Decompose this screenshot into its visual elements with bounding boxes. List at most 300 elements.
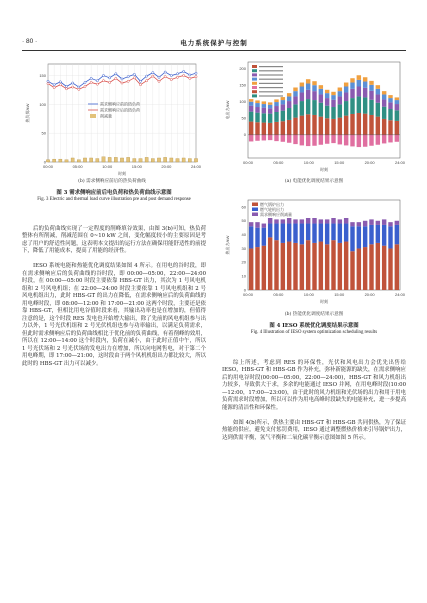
fig4b-x-tick: 10:00 bbox=[303, 292, 314, 297]
fig4b-bar-segment bbox=[325, 224, 329, 245]
fig4a-bar-segment bbox=[293, 91, 297, 96]
fig4b-bar-segment bbox=[376, 225, 380, 243]
fig4a-bar-segment bbox=[293, 118, 297, 135]
fig3-y-tick: 150 bbox=[39, 72, 46, 78]
fig4a-bar-segment bbox=[395, 100, 399, 104]
fig3-series-point-2 bbox=[158, 80, 160, 82]
fig4b-legend-label: 燃气锅炉出力 bbox=[260, 201, 284, 207]
fig4a-bar-segment bbox=[376, 85, 380, 89]
fig4b-bar-segment bbox=[274, 240, 278, 290]
fig4b-legend-swatch bbox=[252, 208, 258, 212]
fig4a-bar-segment bbox=[281, 104, 285, 110]
fig4b-bar-segment bbox=[249, 226, 253, 248]
fig4b-bar-segment bbox=[331, 240, 335, 290]
fig4b-bar-segment bbox=[344, 242, 348, 290]
fig4a-bar-segment bbox=[312, 91, 316, 100]
fig4a-bar-segment bbox=[293, 96, 297, 104]
fig3-series-point-1 bbox=[115, 73, 117, 75]
fig3-series-point-1 bbox=[53, 84, 55, 86]
fig4b-legend-swatch bbox=[252, 213, 258, 217]
fig4a-bar-segment bbox=[319, 103, 323, 117]
fig4a-bar-segment bbox=[363, 114, 367, 135]
fig4a-legend-swatch bbox=[252, 65, 257, 68]
fig4a-bar-segment bbox=[357, 80, 361, 87]
fig4b-bar-segment bbox=[287, 218, 291, 224]
fig4b-bar-segment bbox=[338, 243, 342, 290]
fig4b-bar-segment bbox=[369, 244, 373, 290]
fig4a-bar-segment bbox=[312, 100, 316, 115]
fig4b-x-tick: 20:00 bbox=[364, 292, 375, 297]
fig3-series-point-2 bbox=[78, 88, 80, 90]
fig4a-bar-segment bbox=[363, 135, 367, 147]
fig3-series-point-2 bbox=[84, 85, 86, 87]
fig4b-bar-segment bbox=[344, 218, 348, 224]
fig3-series-point-1 bbox=[47, 80, 49, 82]
fig4a-bar-segment bbox=[249, 102, 253, 106]
fig4a-bar-segment bbox=[350, 89, 354, 98]
fig4a-bar-segment bbox=[274, 135, 278, 141]
fig3-series-point-1 bbox=[183, 70, 185, 72]
fig4a-legend-swatch bbox=[252, 90, 257, 93]
fig4a-bar-segment bbox=[274, 112, 278, 122]
fig4a-bar-segment bbox=[357, 75, 361, 80]
fig3-reduction-bar bbox=[170, 158, 173, 162]
fig4a-bar-segment bbox=[293, 104, 297, 117]
fig4a-bar-segment bbox=[325, 118, 329, 135]
fig4b-bar-segment bbox=[300, 219, 304, 223]
fig4a-bar-segment bbox=[369, 115, 373, 135]
fig4b-bar-segment bbox=[357, 226, 361, 248]
fig4a-y-tick: 150 bbox=[239, 82, 246, 88]
fig4a-bar-segment bbox=[344, 86, 348, 92]
fig3-series-point-1 bbox=[133, 73, 135, 75]
fig4a-bar-segment bbox=[376, 135, 380, 145]
fig4b-y-tick: 50 bbox=[241, 218, 246, 224]
fig4a-bar-segment bbox=[338, 104, 342, 117]
fig4b-bar-segment bbox=[395, 221, 399, 225]
fig4a-bar-segment bbox=[319, 135, 323, 145]
fig4a-bar-segment bbox=[249, 112, 253, 122]
fig4b-bar-segment bbox=[395, 225, 399, 244]
fig4a-bar-segment bbox=[306, 90, 310, 99]
fig4-caption-cn: 图 4 IESO 系统优化调度结果示意图 bbox=[269, 323, 359, 329]
fig4b-bar-segment bbox=[274, 224, 278, 241]
fig4a-bar-segment bbox=[350, 78, 354, 82]
fig3-legend-swatch bbox=[90, 114, 96, 118]
fig4a-bar-segment bbox=[274, 102, 278, 106]
fig4a-bar-segment bbox=[338, 91, 342, 96]
fig4a-bar-segment bbox=[287, 135, 291, 143]
fig4b-y-tick: 0 bbox=[243, 287, 246, 293]
fig4b-bar-segment bbox=[382, 225, 386, 246]
fig3-x-tick: 05:00 bbox=[72, 164, 83, 169]
fig4a-bar-segment bbox=[262, 104, 266, 108]
fig3-x-tick: 20:00 bbox=[161, 164, 172, 169]
fig4a-legend-text-placeholder bbox=[259, 74, 283, 75]
fig3-series-point-2 bbox=[133, 77, 135, 79]
fig4a-bar-segment bbox=[376, 103, 380, 117]
fig4a-bar-segment bbox=[331, 107, 335, 119]
fig3-series-point-1 bbox=[96, 80, 98, 82]
fig3-reduction-bar bbox=[53, 159, 56, 162]
fig4a-bar-segment bbox=[281, 135, 285, 142]
fig4b-bar-segment bbox=[312, 243, 316, 290]
fig4a-bar-segment bbox=[382, 91, 386, 94]
fig4a-legend-swatch bbox=[252, 82, 257, 85]
fig4b-bar-segment bbox=[395, 244, 399, 290]
fig4b-bar-segment bbox=[338, 224, 342, 243]
fig3-series-point-1 bbox=[72, 82, 74, 84]
fig3-series-point-1 bbox=[139, 80, 141, 82]
fig3-series-point-2 bbox=[139, 84, 141, 86]
fig4a-bar-segment bbox=[331, 92, 335, 95]
fig3-series-point-1 bbox=[102, 74, 104, 76]
fig4a-bar-segment bbox=[312, 85, 316, 91]
left-paragraph-1: 后的负荷曲线实现了一定程度的削峰填谷效果，由图 3(b)可知，热负荷整体有所削减，削减范围在 0~10 kW 之间，变化幅度较小的主要原因是考虑了用户的舒适性问题，这表明本文提出的运行方法在确保用能舒适性的前提下，降低了用能成本，提高了用能的经济性。 bbox=[22, 225, 206, 254]
fig3-series-point-1 bbox=[84, 81, 86, 83]
fig4b-x-tick: 05:00 bbox=[273, 292, 284, 297]
fig4b-bar-segment bbox=[363, 247, 367, 290]
fig4b-y-label: 热出力/kW bbox=[225, 235, 230, 255]
fig4a-bar-segment bbox=[255, 103, 259, 107]
fig3-subcaption: (b) 需求侧响应前后的热负荷曲线 bbox=[78, 179, 146, 184]
fig3-series-point-2 bbox=[102, 80, 104, 82]
fig3-x-tick: 00:00 bbox=[42, 164, 54, 169]
fig3-x-label: 时刻 bbox=[118, 171, 126, 176]
fig4a-bar-segment bbox=[344, 116, 348, 135]
fig4b-bar-segment bbox=[319, 242, 323, 290]
journal-title: 电力系统保护与控制 bbox=[180, 39, 248, 47]
fig3-series-point-1 bbox=[195, 72, 197, 74]
fig3-series-point-1 bbox=[78, 86, 80, 88]
fig4b-bar-segment bbox=[382, 219, 386, 225]
fig3-series-point-2 bbox=[170, 78, 172, 80]
fig4a-bar-segment bbox=[262, 123, 266, 135]
fig3-reduction-bar bbox=[139, 159, 142, 162]
fig4a-legend-swatch bbox=[252, 73, 257, 76]
fig4a-bar-segment bbox=[268, 105, 272, 109]
fig4a-stacked-bar-chart bbox=[222, 58, 406, 176]
fig4b-y-tick: 40 bbox=[241, 232, 246, 238]
fig4a-bar-segment bbox=[306, 99, 310, 114]
fig3-series-point-1 bbox=[65, 85, 67, 87]
fig4a-legend-swatch bbox=[252, 86, 257, 89]
fig4b-bar-segment bbox=[325, 244, 329, 290]
fig3-reduction-bar bbox=[127, 157, 130, 162]
fig3-reduction-bar bbox=[151, 159, 154, 162]
fig4b-bar-segment bbox=[357, 248, 361, 290]
fig4a-bar-segment bbox=[274, 122, 278, 135]
fig4a-bar-segment bbox=[325, 135, 329, 144]
fig3-series-point-1 bbox=[146, 75, 148, 77]
fig3-series-point-1 bbox=[127, 76, 129, 78]
fig4a-x-tick: 24:00 bbox=[394, 160, 406, 165]
fig4b-bar-segment bbox=[300, 244, 304, 290]
fig4a-bar-segment bbox=[268, 135, 272, 140]
fig3-series-point-2 bbox=[96, 83, 98, 85]
fig3-series-point-2 bbox=[47, 83, 49, 85]
fig3-legend-label: 需求侧响应前的热负荷 bbox=[100, 101, 140, 107]
fig3-reduction-bar bbox=[194, 159, 197, 162]
fig3-series-point-2 bbox=[152, 75, 154, 77]
fig4b-bar-segment bbox=[312, 218, 316, 224]
fig3-series-point-2 bbox=[59, 84, 61, 86]
fig4a-bar-segment bbox=[249, 135, 253, 142]
fig4a-bar-segment bbox=[388, 109, 392, 120]
fig4b-bar-segment bbox=[255, 247, 259, 290]
fig4a-bar-segment bbox=[287, 93, 291, 96]
fig4a-bar-segment bbox=[274, 99, 278, 102]
fig4a-bar-segment bbox=[350, 98, 354, 114]
right-paragraph-1: 综上所述，考虑到 RES 的环保性，光伏和风电出力会优先出售给 IESO，HBS-GT 和 HBS-GB 作为补充，弥补新能源的缺失，在需求侧响应后的用电谷时段(00:00—05:00，22:00—24:00)，HBS-GT 和风力机组出力较多，导致供大于求，多余的电能通过 IESO 并网，在用电峰时段(10:00—12:00，17:00—23:00)，由于此时的风力机组和光伏场的出力和用于用电负荷需求时段增加，所以可以作为用电高峰时段缺失的电能补充，进一步提高能源的清洁性和环保性。 bbox=[222, 359, 406, 411]
fig3-x-tick: 24:00 bbox=[190, 164, 202, 169]
fig4a-bar-segment bbox=[331, 95, 335, 100]
fig4a-bar-segment bbox=[395, 110, 399, 121]
fig4b-bar-segment bbox=[388, 248, 392, 290]
fig4a-x-tick: 20:00 bbox=[364, 160, 375, 165]
fig4b-bar-segment bbox=[274, 219, 278, 223]
fig3-series-point-2 bbox=[115, 77, 117, 79]
fig4a-bar-segment bbox=[338, 87, 342, 91]
fig4b-bar-segment bbox=[262, 228, 266, 246]
fig4a-y-tick: 200 bbox=[239, 66, 246, 72]
fig4a-bar-segment bbox=[306, 84, 310, 90]
fig3-series-point-1 bbox=[90, 77, 92, 79]
fig4a-bar-segment bbox=[382, 99, 386, 106]
fig3-reduction-bar bbox=[133, 159, 136, 162]
fig3-reduction-bar bbox=[43, 159, 49, 165]
page-header bbox=[22, 38, 406, 50]
fig4a-bar-segment bbox=[388, 120, 392, 135]
fig4a-bar-segment bbox=[357, 86, 361, 96]
fig4b-y-tick: 20 bbox=[241, 259, 246, 265]
fig4b-bar-segment bbox=[293, 219, 297, 223]
fig4a-y-tick: 0 bbox=[243, 132, 246, 138]
fig3-series-point-1 bbox=[109, 77, 111, 79]
fig3-series-point-2 bbox=[121, 82, 123, 84]
fig4b-bar-segment bbox=[268, 237, 272, 290]
fig4a-bar-segment bbox=[395, 104, 399, 110]
fig3-reduction-bar bbox=[65, 160, 68, 162]
fig4a-bar-segment bbox=[319, 117, 323, 135]
fig3-series-point-1 bbox=[152, 72, 154, 74]
fig3-legend-label: 削减量 bbox=[100, 113, 112, 119]
fig4b-bar-segment bbox=[268, 224, 272, 238]
fig3-reduction-bar bbox=[114, 157, 117, 162]
fig3-series-point-1 bbox=[121, 78, 123, 80]
fig4a-bar-segment bbox=[388, 102, 392, 109]
fig4b-bar-segment bbox=[281, 243, 285, 290]
fig4a-bar-segment bbox=[268, 102, 272, 104]
fig4a-bar-segment bbox=[369, 91, 373, 100]
fig3-series-point-2 bbox=[183, 74, 185, 76]
fig4a-bar-segment bbox=[300, 135, 304, 146]
fig4a-legend-text-placeholder bbox=[259, 95, 283, 96]
fig4a-bar-segment bbox=[319, 85, 323, 89]
fig4a-bar-segment bbox=[281, 100, 285, 104]
fig4b-x-tick: 00:00 bbox=[242, 292, 254, 297]
fig4a-bar-segment bbox=[338, 96, 342, 104]
fig4b-y-tick: 60 bbox=[241, 204, 246, 210]
fig4b-bar-segment bbox=[249, 248, 253, 290]
fig4b-bar-segment bbox=[300, 224, 304, 245]
fig3-legend-label: 需求侧响应后的热负荷 bbox=[100, 107, 140, 113]
fig4a-bar-segment bbox=[262, 108, 266, 114]
fig4a-y-tick: 100 bbox=[239, 99, 246, 105]
fig4b-bar-segment bbox=[344, 224, 348, 242]
fig4b-bar-segment bbox=[312, 224, 316, 243]
fig4a-bar-segment bbox=[319, 94, 323, 102]
fig4a-bar-segment bbox=[376, 117, 380, 135]
fig4a-bar-segment bbox=[249, 99, 253, 102]
fig4a-bar-segment bbox=[382, 107, 386, 119]
fig4a-bar-segment bbox=[293, 135, 297, 144]
fig4b-bar-segment bbox=[369, 219, 373, 225]
fig4b-bar-segment bbox=[281, 224, 285, 243]
fig3-series-point-1 bbox=[164, 71, 166, 73]
fig3-series-point-2 bbox=[53, 87, 55, 89]
fig3-reduction-bar bbox=[71, 158, 74, 162]
fig4a-bar-segment bbox=[255, 107, 259, 113]
fig3-reduction-bar bbox=[90, 158, 93, 162]
fig3-series-point-2 bbox=[109, 81, 111, 83]
fig4a-legend-swatch bbox=[252, 94, 257, 97]
fig4a-bar-segment bbox=[262, 113, 266, 122]
fig3-caption-en: Fig. 3 Electric and thermal load curve illustration pre and post demand response bbox=[37, 197, 191, 202]
fig3-x-tick: 10:00 bbox=[102, 164, 113, 169]
fig4a-bar-segment bbox=[281, 97, 285, 100]
fig4b-bar-segment bbox=[287, 224, 291, 242]
fig4a-bar-segment bbox=[388, 98, 392, 102]
fig3-reduction-bar bbox=[102, 157, 105, 162]
left-paragraph-2: IESO 系统电能和热能优化调度结果如图 4 所示。在用电的谷时段，即在需求侧响应后的负荷曲线的谷时段，即 00:00—05:00，22:00—24:00 时段，在 00:00—05:00 时段主要依靠 HBS-GT 出力，其次为 1 号风电机组和 2 号风电机组；在 22:00—24:00 时段主要依靠 1 号风电机组和 2 号风电机组出力，此时 HBS-GT 的出力在降低，在需求侧响应后的负荷曲线的用电峰时段，即 08:00—12:00 和 17:00—21:00 这两个时段，主要还是依靠 HBS-GT，但相比用电谷值时段来看，其输出功率也是在增加的，但值得注意的是，这个时段 RES 发电也开始增大输出，除了先前的风电机组参与出力以外，1 号光伏机组和 2 号光伏机组也参与功率输出，以满足负荷需求，但此时需求侧响应后的负荷曲线相比于优化前的负荷曲线，有着削峰的效用，所以在 12:00—14:00 这个时段内，负荷在减小，由于此时正值中午，所以 1 号光伏场和 2 号光伏场的发电出力在增加，所以向电网售电，对于第二个用电峰期，即 17:00—21:00，这时段由于两个风机机组出力都比较大，所以此时的 HBS-GT 出力可以减少。 bbox=[22, 263, 206, 367]
fig3-series-point-2 bbox=[72, 86, 74, 88]
fig3-series-point-2 bbox=[65, 88, 67, 90]
fig4b-legend-swatch bbox=[252, 203, 258, 207]
fig4-caption-en: Fig. 4 Illustration of IESO system optimization scheduling results bbox=[250, 330, 378, 335]
fig3-y-tick: 0 bbox=[43, 159, 46, 165]
fig4b-bar-segment bbox=[255, 222, 259, 228]
fig4b-bar-segment bbox=[331, 218, 335, 224]
fig3-x-tick: 15:00 bbox=[131, 164, 142, 169]
fig3-reduction-bar bbox=[176, 159, 179, 162]
fig3-series-point-2 bbox=[146, 80, 148, 82]
fig4b-bar-segment bbox=[287, 242, 291, 290]
fig4b-bar-segment bbox=[281, 219, 285, 223]
fig4a-bar-segment bbox=[369, 85, 373, 91]
fig3-series-point-2 bbox=[127, 80, 129, 82]
fig4a-bar-segment bbox=[376, 89, 380, 95]
fig4a-bar-segment bbox=[255, 122, 259, 135]
fig4a-bar-segment bbox=[287, 108, 291, 120]
fig4a-bar-segment bbox=[382, 135, 386, 144]
fig4a-bar-segment bbox=[300, 101, 304, 116]
fig4a-bar-segment bbox=[287, 101, 291, 108]
fig4b-bar-segment bbox=[350, 251, 354, 290]
fig4b-bar-segment bbox=[306, 240, 310, 290]
fig4a-bar-segment bbox=[388, 135, 392, 143]
fig3-reduction-bar bbox=[182, 158, 185, 162]
fig4b-bar-segment bbox=[331, 224, 335, 241]
fig4a-bar-segment bbox=[274, 106, 278, 112]
fig4a-bar-segment bbox=[300, 92, 304, 101]
fig4a-bar-segment bbox=[312, 81, 316, 85]
fig4a-bar-segment bbox=[388, 95, 392, 98]
fig3-series-point-2 bbox=[195, 76, 197, 78]
fig3-reduction-bar bbox=[59, 159, 62, 162]
fig4b-bar-segment bbox=[376, 243, 380, 290]
fig3-reduction-bar bbox=[164, 157, 167, 162]
fig4b-bar-segment bbox=[382, 246, 386, 290]
fig4b-bar-segment bbox=[350, 226, 354, 251]
fig4a-bar-segment bbox=[363, 97, 367, 113]
fig4a-legend-text-placeholder bbox=[259, 70, 283, 71]
fig4a-bar-segment bbox=[382, 119, 386, 135]
header-rule bbox=[22, 50, 406, 51]
fig4b-bar-segment bbox=[388, 222, 392, 226]
fig4a-bar-segment bbox=[369, 135, 373, 146]
fig4b-x-tick: 24:00 bbox=[394, 292, 406, 297]
fig4a-bar-segment bbox=[300, 116, 304, 135]
fig4a-bar-segment bbox=[306, 114, 310, 135]
fig4b-legend-label: 燃气轮机出力 bbox=[260, 206, 284, 212]
fig4b-bar-segment bbox=[338, 219, 342, 223]
fig4a-bar-segment bbox=[255, 113, 259, 123]
fig4a-bar-segment bbox=[357, 96, 361, 113]
fig4a-x-tick: 15:00 bbox=[334, 160, 345, 165]
fig4b-x-label: 时刻 bbox=[320, 299, 328, 304]
fig4a-bar-segment bbox=[357, 135, 361, 147]
fig4a-bar-segment bbox=[331, 135, 335, 143]
fig3-series-point-2 bbox=[164, 76, 166, 78]
fig4a-x-tick: 10:00 bbox=[303, 160, 314, 165]
fig4b-bar-segment bbox=[369, 225, 373, 244]
fig4a-y-tick: 50 bbox=[241, 115, 246, 121]
fig3-series-point-1 bbox=[176, 73, 178, 75]
fig4a-bar-segment bbox=[300, 86, 304, 92]
fig4a-bar-segment bbox=[395, 135, 399, 142]
fig4a-legend-text-placeholder bbox=[259, 79, 283, 80]
fig4a-bar-segment bbox=[344, 135, 348, 146]
fig3-y-tick: 100 bbox=[39, 101, 46, 107]
fig4a-bar-segment bbox=[287, 120, 291, 135]
fig4a-legend-swatch bbox=[252, 69, 257, 72]
fig4a-bar-segment bbox=[249, 122, 253, 135]
fig4a-legend-text-placeholder bbox=[259, 87, 283, 88]
fig4a-bar-segment bbox=[312, 115, 316, 135]
fig4a-x-tick: 00:00 bbox=[242, 160, 254, 165]
fig3-series-point-1 bbox=[59, 81, 61, 83]
fig4a-bar-segment bbox=[344, 101, 348, 116]
fig4a-legend-text-placeholder bbox=[259, 91, 283, 92]
fig3-reduction-bar bbox=[145, 157, 148, 162]
fig3-reduction-bar bbox=[83, 158, 86, 162]
left-column-text bbox=[22, 218, 206, 376]
fig4b-bar-segment bbox=[319, 219, 323, 223]
fig4a-x-label: 时刻 bbox=[320, 167, 328, 172]
fig4a-bar-segment bbox=[325, 90, 329, 93]
fig4a-x-tick: 05:00 bbox=[273, 160, 284, 165]
fig4b-legend-label: 需求侧响应削减量 bbox=[260, 211, 292, 217]
fig4b-bar-segment bbox=[255, 228, 259, 247]
fig4a-bar-segment bbox=[350, 83, 354, 89]
fig4a-bar-segment bbox=[281, 111, 285, 122]
fig4b-bar-segment bbox=[293, 224, 297, 243]
fig4b-bar-segment bbox=[363, 221, 367, 227]
fig4a-bar-segment bbox=[255, 135, 259, 141]
fig4a-bar-segment bbox=[300, 83, 304, 87]
fig4b-bar-segment bbox=[357, 222, 361, 226]
